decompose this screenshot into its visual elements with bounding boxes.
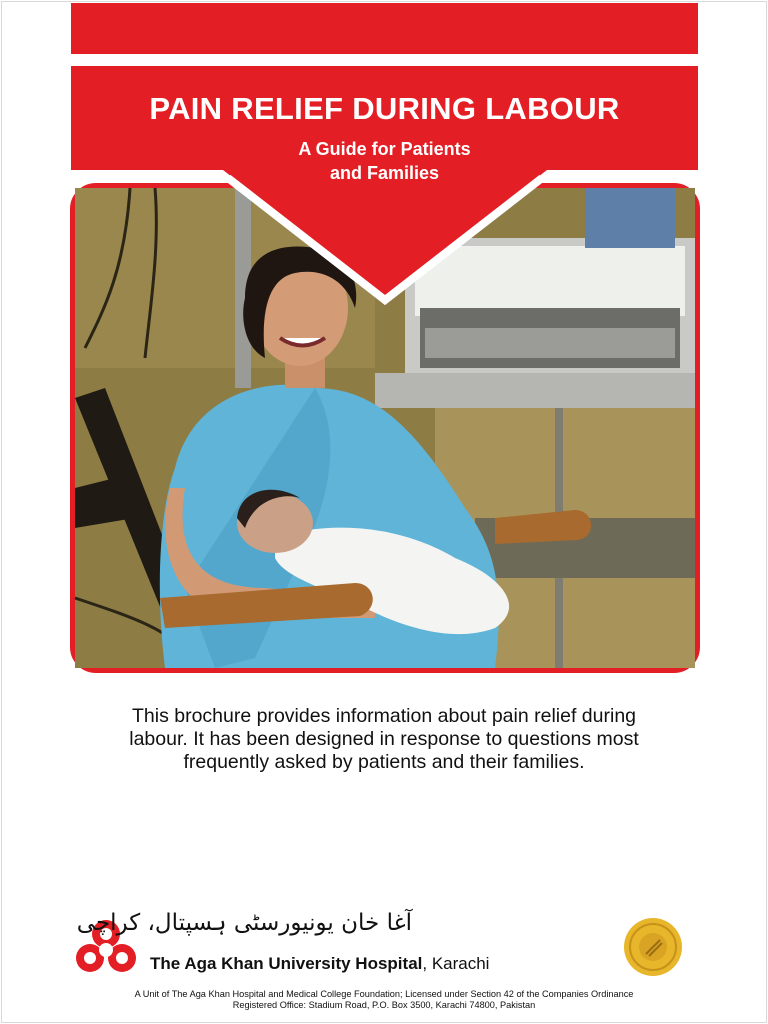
footer-fine-print	[60, 989, 708, 1011]
fine-print-line-1: A Unit of The Aga Khan Hospital and Medical College Foundation; Licensed under Section 42 of the Companies Ordinance	[134, 989, 634, 999]
accreditation-gold-seal-icon	[619, 916, 687, 978]
hospital-name	[150, 954, 489, 974]
document-subtitle: A Guide for Patients and Families	[298, 139, 471, 183]
hospital-name-urdu: آغا خان یونیورسٹی ہسپتال، کراچی	[76, 910, 412, 936]
document-title: PAIN RELIEF DURING LABOUR	[149, 91, 620, 126]
hospital-city: , Karachi	[422, 954, 490, 973]
fine-print-line-2: Registered Office: Stadium Road, P.O. Box 3500, Karachi 74800, Pakistan	[232, 1000, 536, 1010]
intro-paragraph: This brochure provides information about pain relief during labour. It has been designed in response to questions most frequently asked by patients and their families.	[129, 705, 639, 773]
hospital-name-bold: The Aga Khan University Hospital	[150, 954, 423, 973]
